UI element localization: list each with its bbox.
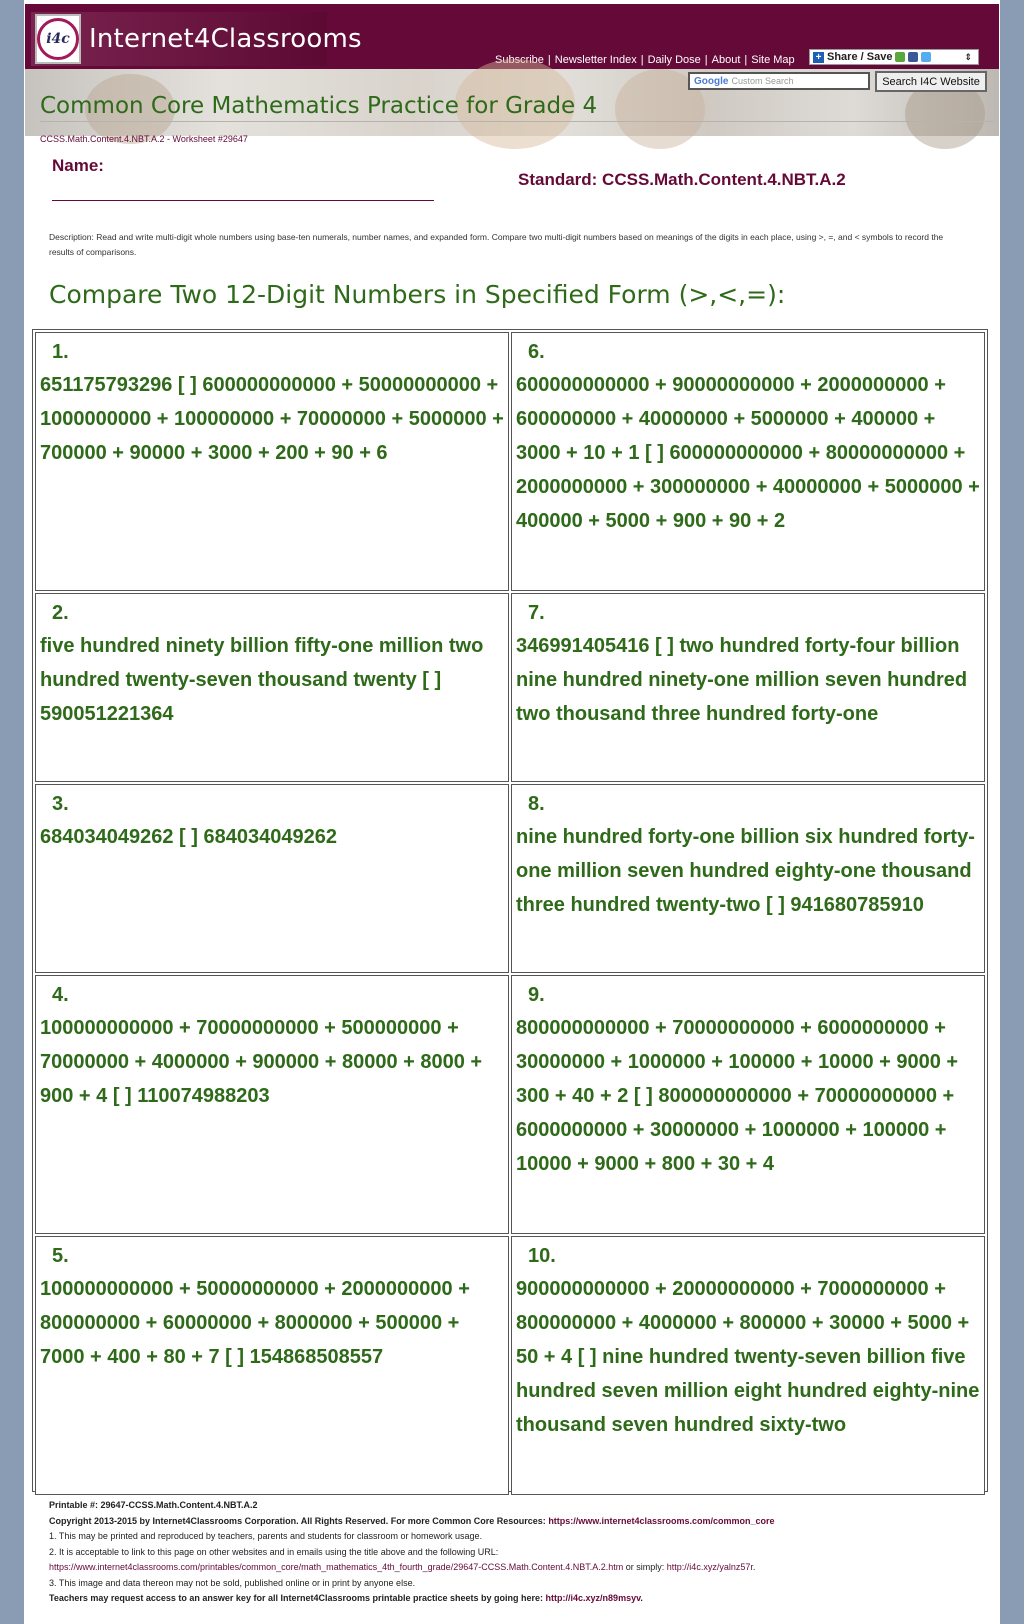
share-save-button[interactable]: [809, 49, 979, 65]
logo-text: Internet4Classrooms: [89, 24, 362, 54]
problem-text: 651175793296 [ ] 600000000000 + 50000000000 + 1000000000 + 100000000 + 70000000 + 5000000 + 700000 + 90000 + 3000 + 200 + 90 + 6: [40, 374, 504, 464]
nav-daily-dose[interactable]: Daily Dose: [647, 54, 701, 66]
problem-text: 100000000000 + 50000000000 + 2000000000 + 800000000 + 60000000 + 8000000 + 500000 + 7000 + 400 + 80 + 7 [ ] 154868508557: [40, 1278, 470, 1368]
problem-number: 7.: [528, 602, 545, 624]
problem-text: nine hundred forty-one billion six hundred forty-one million seven hundred eighty-one thousand three hundred twenty-two [ ] 941680785910: [516, 826, 975, 916]
nav-subscribe[interactable]: Subscribe: [495, 54, 544, 66]
worksheet-url-link[interactable]: https://www.internet4classrooms.com/printables/common_core/math_mathematics_4th_fourth_grade/29647-CCSS.Math.Content.4.NBT.A.2.htm: [49, 1562, 624, 1572]
problem-number: 3.: [52, 793, 69, 815]
name-label: Name:: [52, 156, 104, 175]
problem-number: 8.: [528, 793, 545, 815]
page: [24, 0, 1000, 1624]
problem-cell: [35, 332, 509, 591]
worksheet-id: CCSS.Math.Content.4.NBT.A.2 - Worksheet #29647: [40, 134, 248, 144]
problem-text: five hundred ninety billion fifty-one million two hundred twenty-seven thousand twenty [ ] 590051221364: [40, 635, 484, 725]
description: Description: Read and write multi-digit whole numbers using base-ten numerals, number names, and expanded form. Compare two multi-digit numbers based on meanings of the digits in each place, using >, =, and < symbols to record the results of comparisons.: [49, 232, 944, 257]
problem-cell: [511, 593, 985, 782]
short-url-link[interactable]: http://i4c.xyz/yalnz57r: [666, 1562, 753, 1572]
problem-cell: [511, 784, 985, 973]
problem-number: 9.: [528, 984, 545, 1006]
problem-text: 684034049262 [ ] 684034049262: [40, 826, 337, 848]
site-logo[interactable]: [31, 12, 362, 66]
problems-table: [32, 329, 988, 1492]
problem-cell: [511, 975, 985, 1234]
search-input[interactable]: [688, 72, 870, 90]
share-plus-icon: +: [813, 52, 824, 63]
problem-cell: [35, 593, 509, 782]
facebook-icon[interactable]: [908, 52, 918, 62]
nav-site-map[interactable]: Site Map: [751, 54, 795, 66]
answer-key-note: Teachers may request access to an answer key for all Internet4Classrooms printable practice sheets by going here: http://i4c.xyz/n89msyv.: [49, 1593, 643, 1603]
problem-number: 1.: [52, 341, 69, 363]
problem-text: 600000000000 + 90000000000 + 2000000000 + 600000000 + 40000000 + 5000000 + 400000 + 3000 + 10 + 1 [ ] 600000000000 + 80000000000 + 2000000000 + 300000000 + 40000000 + 5000000 + 400000 + 5000 + 900 + 90 + 2: [516, 374, 980, 532]
problem-text: 900000000000 + 20000000000 + 7000000000 + 800000000 + 4000000 + 800000 + 30000 + 5000 + 50 + 4 [ ] nine hundred twenty-seven billion five hundred seven million eight hundred eighty-nine thousand seven hundred sixty-two: [516, 1278, 980, 1436]
share-dropdown-icon[interactable]: ⇕: [964, 51, 972, 62]
email-share-icon[interactable]: [895, 52, 905, 62]
search-button[interactable]: Search I4C Website: [875, 71, 987, 92]
problem-cell: [511, 332, 985, 591]
problem-cell: [35, 1236, 509, 1495]
google-logo: Google: [694, 75, 729, 87]
problem-number: 6.: [528, 341, 545, 363]
nav-newsletter-index[interactable]: Newsletter Index: [554, 54, 637, 66]
footer-note-3: 3. This image and data thereon may not be sold, published online or in print by anyone else.: [49, 1577, 416, 1588]
problem-cell: [35, 784, 509, 973]
problem-text: 346991405416 [ ] two hundred forty-four billion nine hundred ninety-one million seven hundred two thousand three hundred forty-one: [516, 635, 968, 725]
copyright: Copyright 2013-2015 by Internet4Classrooms Corporation. All Rights Reserved. For more Common Core Resources: https://www.internet4classrooms.com/common_core: [49, 1515, 775, 1526]
share-label: Share / Save: [827, 51, 893, 63]
standard-label: Standard: CCSS.Math.Content.4.NBT.A.2: [518, 170, 846, 189]
top-navigation: Subscribe | Newsletter Index | Daily Dose | About | Site Map: [495, 54, 795, 66]
footer-note-2: 2. It is acceptable to link to this page on other websites and in emails using the title above and the following URL:: [49, 1546, 499, 1557]
problem-number: 4.: [52, 984, 69, 1006]
footer: [49, 1498, 979, 1607]
problem-number: 2.: [52, 602, 69, 624]
worksheet-heading: Compare Two 12-Digit Numbers in Specified Form (>,<,=):: [49, 280, 786, 309]
problem-text: 800000000000 + 70000000000 + 6000000000 + 30000000 + 1000000 + 100000 + 10000 + 9000 + 300 + 40 + 2 [ ] 800000000000 + 70000000000 + 6000000000 + 30000000 + 1000000 + 100000 + 10000 + 9000 + 800 + 30 + 4: [516, 1017, 959, 1175]
printable-number: Printable #: 29647-CCSS.Math.Content.4.NBT.A.2: [49, 1500, 258, 1510]
page-title: Common Core Mathematics Practice for Grade 4: [40, 93, 598, 119]
problem-number: 5.: [52, 1245, 69, 1267]
common-core-link[interactable]: https://www.internet4classrooms.com/common_core: [548, 1515, 775, 1526]
problem-text: 100000000000 + 70000000000 + 500000000 + 70000000 + 4000000 + 900000 + 80000 + 8000 + 900 + 4 [ ] 110074988203: [40, 1017, 483, 1107]
problem-cell: [511, 1236, 985, 1495]
answer-key-link[interactable]: http://i4c.xyz/n89msyv: [545, 1593, 641, 1603]
problem-number: 10.: [528, 1245, 556, 1267]
logo-badge-icon: i4c: [35, 14, 81, 64]
title-divider: [40, 121, 994, 122]
search-placeholder: Custom Search: [731, 76, 794, 86]
footer-note-1: 1. This may be printed and reproduced by teachers, parents and students for classroom or homework usage.: [49, 1531, 483, 1541]
nav-about[interactable]: About: [711, 54, 741, 66]
twitter-icon[interactable]: [921, 52, 931, 62]
footer-note-2-links: https://www.internet4classrooms.com/printables/common_core/math_mathematics_4th_fourth_grade/29647-CCSS.Math.Content.4.NBT.A.2.htm or simply: http://i4c.xyz/yalnz57r.: [49, 1562, 756, 1572]
name-line: [52, 200, 434, 201]
problem-cell: [35, 975, 509, 1234]
